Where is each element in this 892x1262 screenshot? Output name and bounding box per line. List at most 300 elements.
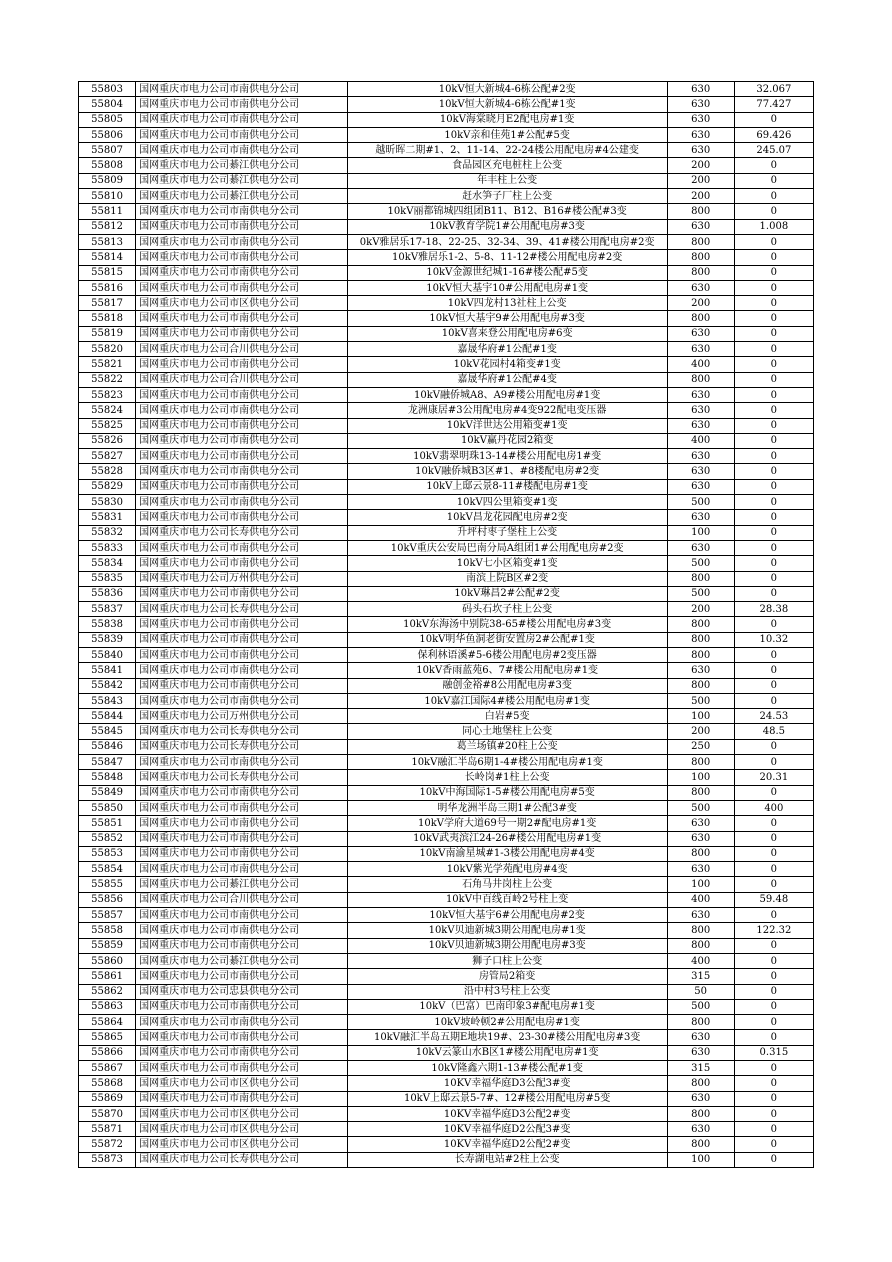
row-id-cell: 55830 [79,495,136,510]
table-row [79,357,814,372]
capacity-cell: 200 [667,724,734,739]
transformer-name-cell: 越昕晖二期#1、2、11-14、22-24楼公用配电房#4公建变 [347,143,667,158]
table-row [79,219,814,234]
row-id-cell: 55816 [79,280,136,295]
transformer-name-cell: 长岭岗#1柱上公变 [347,770,667,785]
table-row [79,311,814,326]
transformer-name-cell: 嘉晟华府#1公配#4变 [347,372,667,387]
capacity-cell: 800 [667,647,734,662]
company-cell: 国网重庆市电力公司市南供电分公司 [136,831,348,846]
row-id-cell: 55814 [79,250,136,265]
company-cell: 国网重庆市电力公司市南供电分公司 [136,1091,348,1106]
table-row [79,97,814,112]
table-row [79,556,814,571]
table-row [79,1061,814,1076]
capacity-cell: 800 [667,755,734,770]
company-cell: 国网重庆市电力公司市南供电分公司 [136,250,348,265]
transformer-name-cell: 10kV四公里箱变#1变 [347,495,667,510]
company-cell: 国网重庆市电力公司市南供电分公司 [136,234,348,249]
company-cell: 国网重庆市电力公司綦江供电分公司 [136,158,348,173]
value-cell: 0 [734,877,813,892]
row-id-cell: 55823 [79,387,136,402]
row-id-cell: 55863 [79,999,136,1014]
table-row [79,403,814,418]
table-row [79,326,814,341]
value-cell: 0 [734,1076,813,1091]
company-cell: 国网重庆市电力公司市南供电分公司 [136,647,348,662]
capacity-cell: 800 [667,1015,734,1030]
transformer-name-cell: 10kV恒大基宇10#公用配电房#1变 [347,280,667,295]
table-row [79,739,814,754]
value-cell: 400 [734,800,813,815]
row-id-cell: 55824 [79,403,136,418]
company-cell: 国网重庆市电力公司市区供电分公司 [136,1137,348,1152]
value-cell: 0 [734,556,813,571]
value-cell: 0 [734,234,813,249]
transformer-name-cell: 葛兰场镇#20柱上公变 [347,739,667,754]
company-cell: 国网重庆市电力公司市区供电分公司 [136,296,348,311]
table-row [79,296,814,311]
transformer-name-cell: 10kV赢丹花园2箱变 [347,433,667,448]
capacity-cell: 100 [667,1152,734,1167]
company-cell: 国网重庆市电力公司市南供电分公司 [136,663,348,678]
value-cell: 0 [734,1015,813,1030]
company-cell: 国网重庆市电力公司綦江供电分公司 [136,953,348,968]
table-row [79,755,814,770]
transformer-name-cell: 10kV四龙村13社柱上公变 [347,296,667,311]
transformer-name-cell: 10kV东海汤中别院38-65#楼公用配电房#3变 [347,617,667,632]
capacity-cell: 630 [667,112,734,127]
table-row [79,693,814,708]
capacity-cell: 500 [667,586,734,601]
table-row [79,800,814,815]
company-cell: 国网重庆市电力公司合川供电分公司 [136,342,348,357]
company-cell: 国网重庆市电力公司市区供电分公司 [136,1076,348,1091]
transformer-name-cell: 10kV中百线百岭2号柱上变 [347,892,667,907]
row-id-cell: 55857 [79,908,136,923]
value-cell: 24.53 [734,709,813,724]
value-cell: 0 [734,387,813,402]
value-cell: 0 [734,846,813,861]
table-row [79,1137,814,1152]
company-cell: 国网重庆市电力公司市南供电分公司 [136,433,348,448]
capacity-cell: 400 [667,892,734,907]
table-row [79,862,814,877]
row-id-cell: 55834 [79,556,136,571]
table-row [79,969,814,984]
value-cell: 0 [734,862,813,877]
value-cell: 0 [734,296,813,311]
value-cell: 0 [734,173,813,188]
capacity-cell: 630 [667,127,734,142]
transformer-name-cell: 长寿湖电站#2柱上公变 [347,1152,667,1167]
company-cell: 国网重庆市电力公司市南供电分公司 [136,678,348,693]
table-row [79,846,814,861]
transformer-table [78,81,814,1168]
value-cell: 0 [734,739,813,754]
value-cell: 0 [734,495,813,510]
table-row [79,678,814,693]
table-row [79,158,814,173]
value-cell: 0 [734,571,813,586]
table-row [79,189,814,204]
value-cell: 10.32 [734,632,813,647]
row-id-cell: 55840 [79,647,136,662]
transformer-name-cell: 同心土地堡柱上公变 [347,724,667,739]
table-row [79,449,814,464]
row-id-cell: 55807 [79,143,136,158]
capacity-cell: 800 [667,846,734,861]
capacity-cell: 200 [667,602,734,617]
row-id-cell: 55805 [79,112,136,127]
company-cell: 国网重庆市电力公司市南供电分公司 [136,1061,348,1076]
row-id-cell: 55869 [79,1091,136,1106]
company-cell: 国网重庆市电力公司市南供电分公司 [136,1015,348,1030]
value-cell: 0 [734,479,813,494]
company-cell: 国网重庆市电力公司长寿供电分公司 [136,770,348,785]
value-cell: 69.426 [734,127,813,142]
company-cell: 国网重庆市电力公司市南供电分公司 [136,403,348,418]
table-row [79,923,814,938]
row-id-cell: 55842 [79,678,136,693]
transformer-name-cell: 10KV幸福华庭D2公配3#变 [347,1122,667,1137]
row-id-cell: 55822 [79,372,136,387]
row-id-cell: 55864 [79,1015,136,1030]
capacity-cell: 630 [667,449,734,464]
table-row [79,127,814,142]
transformer-name-cell: 10kV贝迪新城3期公用配电房#1变 [347,923,667,938]
value-cell: 0 [734,311,813,326]
company-cell: 国网重庆市电力公司綦江供电分公司 [136,173,348,188]
row-id-cell: 55844 [79,709,136,724]
capacity-cell: 630 [667,862,734,877]
company-cell: 国网重庆市电力公司市南供电分公司 [136,556,348,571]
row-id-cell: 55815 [79,265,136,280]
transformer-name-cell: 10kV南渝星城#1-3楼公用配电房#4变 [347,846,667,861]
value-cell: 0 [734,908,813,923]
table-row [79,112,814,127]
table-row [79,1015,814,1030]
transformer-name-cell: 明华龙洲半岛三期1#公配3#变 [347,800,667,815]
transformer-name-cell: 白岩#5变 [347,709,667,724]
row-id-cell: 55855 [79,877,136,892]
value-cell: 0 [734,189,813,204]
row-id-cell: 55862 [79,984,136,999]
row-id-cell: 55836 [79,586,136,601]
company-cell: 国网重庆市电力公司市南供电分公司 [136,82,348,97]
table-row [79,510,814,525]
capacity-cell: 630 [667,831,734,846]
company-cell: 国网重庆市电力公司市南供电分公司 [136,311,348,326]
row-id-cell: 55817 [79,296,136,311]
capacity-cell: 630 [667,97,734,112]
company-cell: 国网重庆市电力公司市南供电分公司 [136,999,348,1014]
row-id-cell: 55835 [79,571,136,586]
table-row [79,709,814,724]
capacity-cell: 630 [667,510,734,525]
row-id-cell: 55804 [79,97,136,112]
table-row [79,265,814,280]
table-row [79,571,814,586]
value-cell: 0 [734,433,813,448]
table-row [79,342,814,357]
capacity-cell: 315 [667,1061,734,1076]
capacity-cell: 800 [667,311,734,326]
value-cell: 0 [734,693,813,708]
company-cell: 国网重庆市电力公司市南供电分公司 [136,755,348,770]
transformer-name-cell: 10kV教育学院1#公用配电房#3变 [347,219,667,234]
value-cell: 0 [734,342,813,357]
company-cell: 国网重庆市电力公司市南供电分公司 [136,357,348,372]
value-cell: 0 [734,1091,813,1106]
company-cell: 国网重庆市电力公司市南供电分公司 [136,127,348,142]
capacity-cell: 800 [667,250,734,265]
row-id-cell: 55845 [79,724,136,739]
transformer-name-cell: 龙洲康居#3公用配电房#4变922配电变压器 [347,403,667,418]
value-cell: 0 [734,158,813,173]
transformer-name-cell: 10kV融汇半岛6期1-4#楼公用配电房#1变 [347,755,667,770]
row-id-cell: 55856 [79,892,136,907]
row-id-cell: 55828 [79,464,136,479]
value-cell: 0 [734,510,813,525]
row-id-cell: 55827 [79,449,136,464]
company-cell: 国网重庆市电力公司市南供电分公司 [136,265,348,280]
table-row [79,387,814,402]
company-cell: 国网重庆市电力公司万州供电分公司 [136,709,348,724]
capacity-cell: 630 [667,342,734,357]
value-cell: 0 [734,1122,813,1137]
transformer-name-cell: 嘉晟华府#1公配#1变 [347,342,667,357]
transformer-name-cell: 10kV香雨蓝苑6、7#楼公用配电房#1变 [347,663,667,678]
capacity-cell: 100 [667,709,734,724]
table-row [79,770,814,785]
capacity-cell: 800 [667,204,734,219]
capacity-cell: 630 [667,479,734,494]
capacity-cell: 800 [667,265,734,280]
row-id-cell: 55870 [79,1106,136,1121]
table-row [79,250,814,265]
value-cell: 0 [734,1106,813,1121]
transformer-name-cell: 赶水笋子厂柱上公变 [347,189,667,204]
value-cell: 0 [734,326,813,341]
table-row [79,938,814,953]
row-id-cell: 55866 [79,1045,136,1060]
row-id-cell: 55854 [79,862,136,877]
value-cell: 1.008 [734,219,813,234]
table-row [79,984,814,999]
value-cell: 48.5 [734,724,813,739]
capacity-cell: 630 [667,663,734,678]
capacity-cell: 200 [667,158,734,173]
table-row [79,816,814,831]
company-cell: 国网重庆市电力公司市南供电分公司 [136,510,348,525]
value-cell: 59.48 [734,892,813,907]
company-cell: 国网重庆市电力公司市区供电分公司 [136,1122,348,1137]
row-id-cell: 55859 [79,938,136,953]
value-cell: 0 [734,464,813,479]
transformer-name-cell: 10kV恒大基宇6#公用配电房#2变 [347,908,667,923]
company-cell: 国网重庆市电力公司市南供电分公司 [136,785,348,800]
capacity-cell: 200 [667,296,734,311]
row-id-cell: 55831 [79,510,136,525]
company-cell: 国网重庆市电力公司长寿供电分公司 [136,525,348,540]
table-row [79,831,814,846]
transformer-name-cell: 10kV海棠晓月E2配电房#1变 [347,112,667,127]
row-id-cell: 55843 [79,693,136,708]
table-row [79,877,814,892]
row-id-cell: 55809 [79,173,136,188]
row-id-cell: 55826 [79,433,136,448]
capacity-cell: 800 [667,923,734,938]
transformer-name-cell: 10kV云篆山水B区1#楼公用配电房#1变 [347,1045,667,1060]
table-row [79,892,814,907]
table-row [79,433,814,448]
capacity-cell: 630 [667,418,734,433]
capacity-cell: 630 [667,1122,734,1137]
row-id-cell: 55865 [79,1030,136,1045]
value-cell: 0 [734,449,813,464]
capacity-cell: 100 [667,877,734,892]
table-row [79,586,814,601]
transformer-name-cell: 10KV幸福华庭D3公配3#变 [347,1076,667,1091]
transformer-name-cell: 10kV上邸云景5-7#、12#楼公用配电房#5变 [347,1091,667,1106]
value-cell: 0 [734,265,813,280]
transformer-name-cell: 狮子口柱上公变 [347,953,667,968]
transformer-name-cell: 10kV贝迪新城3期公用配电房#3变 [347,938,667,953]
row-id-cell: 55803 [79,82,136,97]
table-row [79,418,814,433]
transformer-name-cell: 10kV嘉江国际4#楼公用配电房#1变 [347,693,667,708]
transformer-name-cell: 10kV恒大新城4-6栋公配#1变 [347,97,667,112]
transformer-name-cell: 融创金裕#8公用配电房#3变 [347,678,667,693]
transformer-name-cell: 10kV中海国际1-5#楼公用配电房#5变 [347,785,667,800]
value-cell: 0 [734,984,813,999]
table-row [79,143,814,158]
transformer-name-cell: 10kV明华鱼洞老街安置房2#公配#1变 [347,632,667,647]
table-row [79,540,814,555]
table-row [79,464,814,479]
value-cell: 0 [734,678,813,693]
row-id-cell: 55873 [79,1152,136,1167]
value-cell: 32.067 [734,82,813,97]
transformer-name-cell: 10kV恒大基宇9#公用配电房#3变 [347,311,667,326]
transformer-name-cell: 石角马井岗柱上公变 [347,877,667,892]
capacity-cell: 800 [667,1076,734,1091]
capacity-cell: 315 [667,969,734,984]
capacity-cell: 630 [667,82,734,97]
transformer-name-cell: 年丰柱上公变 [347,173,667,188]
capacity-cell: 630 [667,908,734,923]
transformer-name-cell: 10kV雅居乐1-2、5-8、11-12#楼公用配电房#2变 [347,250,667,265]
table-row [79,663,814,678]
table-row [79,1122,814,1137]
company-cell: 国网重庆市电力公司綦江供电分公司 [136,189,348,204]
capacity-cell: 400 [667,357,734,372]
row-id-cell: 55841 [79,663,136,678]
table-row [79,204,814,219]
company-cell: 国网重庆市电力公司长寿供电分公司 [136,1152,348,1167]
table-row [79,1045,814,1060]
company-cell: 国网重庆市电力公司市南供电分公司 [136,112,348,127]
capacity-cell: 100 [667,525,734,540]
capacity-cell: 400 [667,433,734,448]
value-cell: 28.38 [734,602,813,617]
row-id-cell: 55860 [79,953,136,968]
row-id-cell: 55846 [79,739,136,754]
company-cell: 国网重庆市电力公司市南供电分公司 [136,816,348,831]
table-row [79,999,814,1014]
transformer-name-cell: 保利林语溪#5-6楼公用配电房#2变压器 [347,647,667,662]
row-id-cell: 55813 [79,234,136,249]
company-cell: 国网重庆市电力公司市南供电分公司 [136,418,348,433]
table-row [79,953,814,968]
value-cell: 245.07 [734,143,813,158]
value-cell: 0 [734,586,813,601]
value-cell: 0 [734,785,813,800]
company-cell: 国网重庆市电力公司市南供电分公司 [136,387,348,402]
capacity-cell: 800 [667,234,734,249]
value-cell: 0 [734,525,813,540]
row-id-cell: 55810 [79,189,136,204]
row-id-cell: 55852 [79,831,136,846]
transformer-name-cell: 10kV（巴富）巴南印象3#配电房#1变 [347,999,667,1014]
value-cell: 0 [734,418,813,433]
table-row [79,602,814,617]
table-row [79,1106,814,1121]
capacity-cell: 400 [667,953,734,968]
table-row [79,632,814,647]
table-row [79,647,814,662]
table-row [79,1152,814,1167]
value-cell: 0.315 [734,1045,813,1060]
capacity-cell: 630 [667,280,734,295]
capacity-cell: 250 [667,739,734,754]
capacity-cell: 800 [667,632,734,647]
capacity-cell: 500 [667,800,734,815]
row-id-cell: 55829 [79,479,136,494]
transformer-name-cell: 10kV琳昌2#公配#2变 [347,586,667,601]
transformer-name-cell: 南滨上院B区#2变 [347,571,667,586]
company-cell: 国网重庆市电力公司长寿供电分公司 [136,724,348,739]
transformer-name-cell: 房管局2箱变 [347,969,667,984]
table-row [79,234,814,249]
transformer-name-cell: 10kV花园村4箱变#1变 [347,357,667,372]
capacity-cell: 800 [667,678,734,693]
capacity-cell: 800 [667,785,734,800]
transformer-name-cell: 10kV喜来登公用配电房#6变 [347,326,667,341]
transformer-name-cell: 10kV融汇半岛五期E地块19#、23-30#楼公用配电房#3变 [347,1030,667,1045]
capacity-cell: 630 [667,219,734,234]
company-cell: 国网重庆市电力公司合川供电分公司 [136,892,348,907]
transformer-name-cell: 10kV武夷滨江24-26#楼公用配电房#1变 [347,831,667,846]
row-id-cell: 55858 [79,923,136,938]
company-cell: 国网重庆市电力公司市南供电分公司 [136,1030,348,1045]
row-id-cell: 55821 [79,357,136,372]
row-id-cell: 55832 [79,525,136,540]
value-cell: 0 [734,647,813,662]
row-id-cell: 55820 [79,342,136,357]
capacity-cell: 800 [667,372,734,387]
capacity-cell: 630 [667,464,734,479]
value-cell: 0 [734,112,813,127]
capacity-cell: 500 [667,693,734,708]
company-cell: 国网重庆市电力公司市南供电分公司 [136,464,348,479]
capacity-cell: 630 [667,387,734,402]
company-cell: 国网重庆市电力公司市区供电分公司 [136,1106,348,1121]
row-id-cell: 55872 [79,1137,136,1152]
row-id-cell: 55848 [79,770,136,785]
value-cell: 0 [734,663,813,678]
